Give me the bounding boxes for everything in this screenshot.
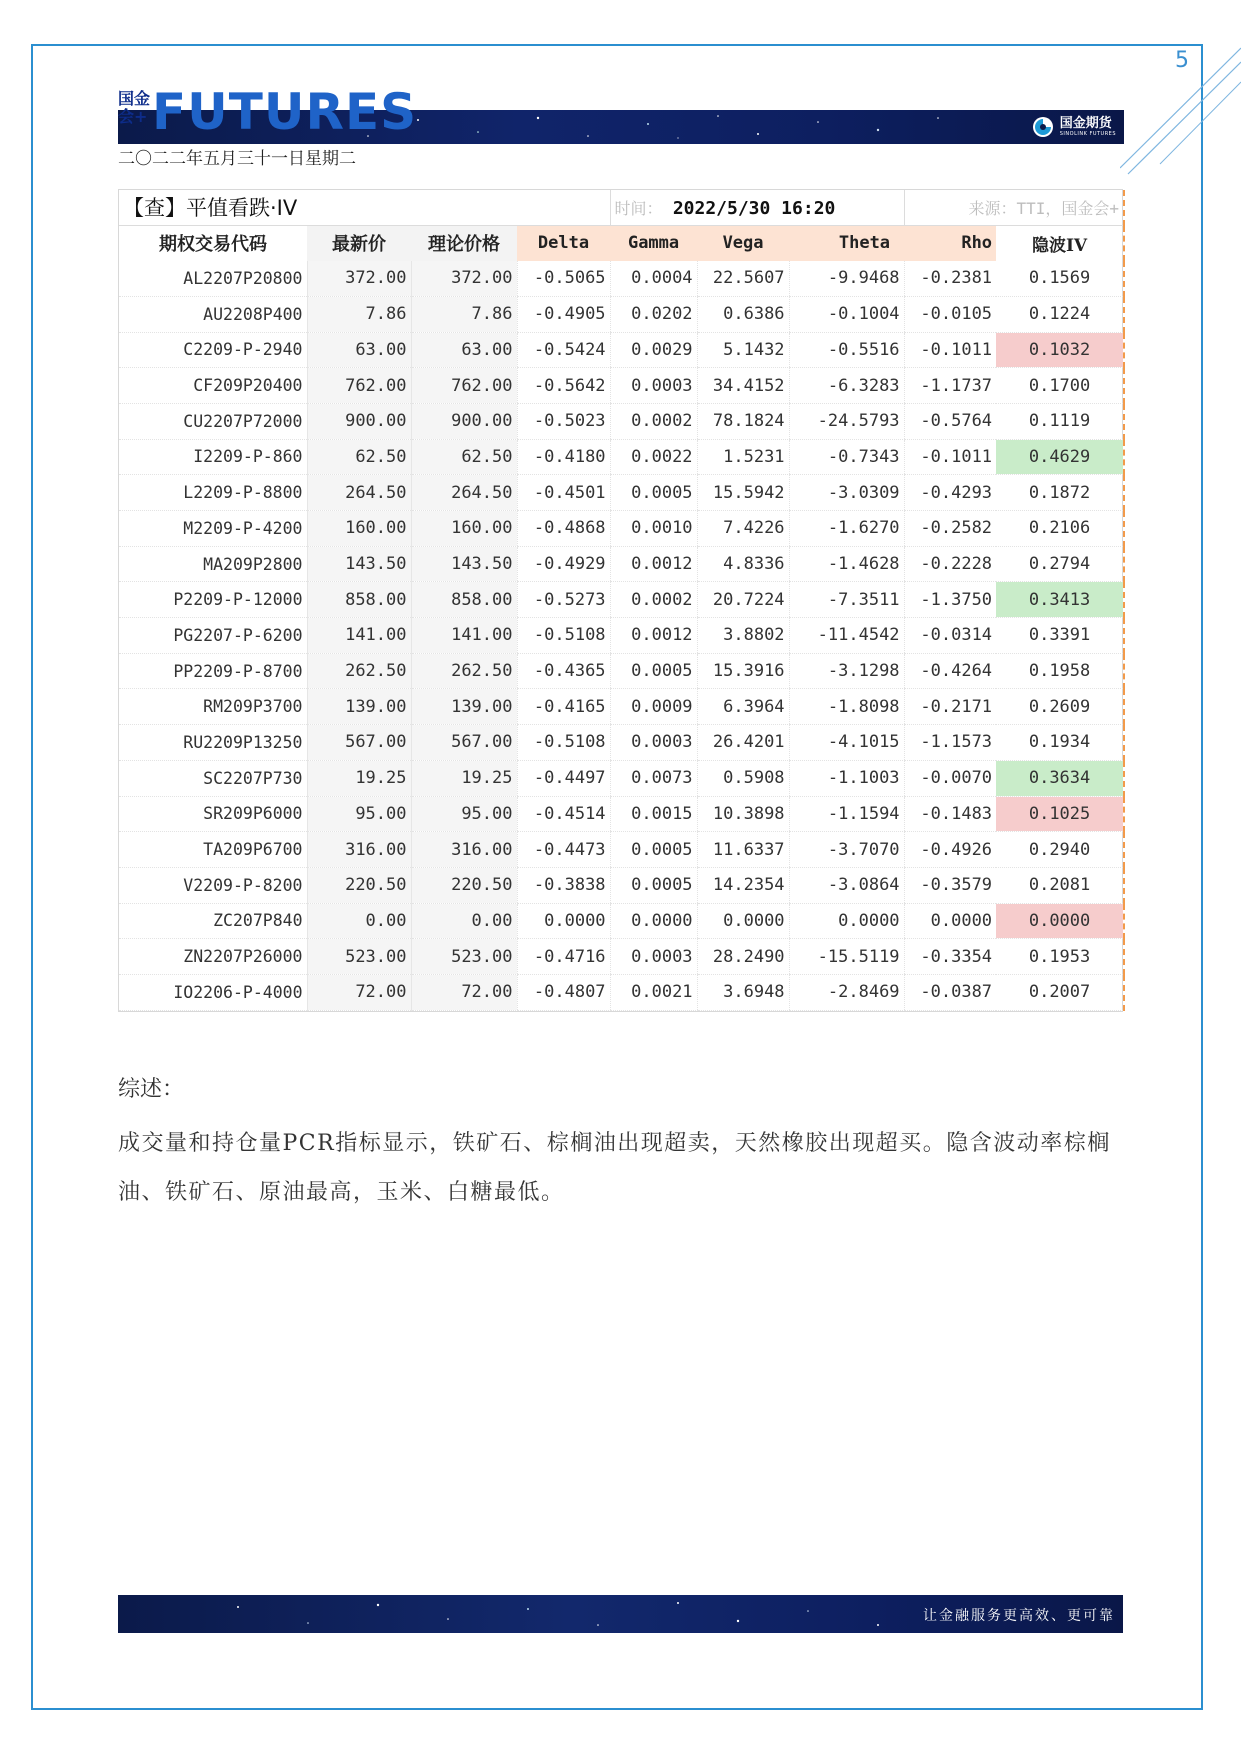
cell-delta: -0.3838 bbox=[517, 867, 610, 903]
cell-theo: 900.00 bbox=[411, 403, 517, 439]
table-row bbox=[119, 939, 1124, 975]
cell-theta: -0.5516 bbox=[789, 332, 904, 368]
cell-code: RU2209P13250 bbox=[119, 725, 307, 761]
cell-delta: -0.4929 bbox=[517, 546, 610, 582]
cell-gamma: 0.0009 bbox=[610, 689, 697, 725]
cell-iv: 0.3634 bbox=[996, 760, 1124, 796]
cell-vega: 10.3898 bbox=[697, 796, 789, 832]
table-row bbox=[119, 511, 1124, 547]
table-row bbox=[119, 475, 1124, 511]
cell-gamma: 0.0003 bbox=[610, 939, 697, 975]
col-header-vega: Vega bbox=[697, 225, 789, 261]
cell-iv: 0.2007 bbox=[996, 974, 1124, 1010]
cell-theo: 762.00 bbox=[411, 368, 517, 404]
summary-body: 成交量和持仓量PCR指标显示，铁矿石、棕榈油出现超卖，天然橡胶出现超买。隐含波动率棕榈油、铁矿石、原油最高，玉米、白糖最低。 bbox=[118, 1131, 1111, 1205]
cell-last: 139.00 bbox=[307, 689, 411, 725]
cell-last: 160.00 bbox=[307, 511, 411, 547]
table-title: 【查】平值看跌·IV bbox=[119, 190, 610, 225]
cell-theo: 523.00 bbox=[411, 939, 517, 975]
cell-last: 72.00 bbox=[307, 974, 411, 1010]
table-row bbox=[119, 974, 1124, 1010]
col-header-iv: 隐波IV bbox=[996, 225, 1124, 261]
cell-last: 264.50 bbox=[307, 475, 411, 511]
cell-rho: -1.3750 bbox=[904, 582, 996, 618]
table-row bbox=[119, 867, 1124, 903]
cell-delta: -0.5108 bbox=[517, 618, 610, 654]
cell-theta: -1.6270 bbox=[789, 511, 904, 547]
table-row bbox=[119, 439, 1124, 475]
table-row bbox=[119, 903, 1124, 939]
cell-last: 262.50 bbox=[307, 653, 411, 689]
cell-iv: 0.0000 bbox=[996, 903, 1124, 939]
cell-theta: -1.1003 bbox=[789, 760, 904, 796]
cell-theta: -4.1015 bbox=[789, 725, 904, 761]
summary-title: 综述： bbox=[118, 1077, 185, 1102]
report-date: 二〇二二年五月三十一日星期二 bbox=[118, 149, 356, 169]
cell-vega: 15.5942 bbox=[697, 475, 789, 511]
cell-rho: -0.4926 bbox=[904, 832, 996, 868]
cell-gamma: 0.0012 bbox=[610, 546, 697, 582]
brand-name-en: SINOLINK FUTURES bbox=[1059, 131, 1116, 137]
cell-rho: -0.1011 bbox=[904, 439, 996, 475]
cell-delta: -0.4501 bbox=[517, 475, 610, 511]
cell-delta: -0.5424 bbox=[517, 332, 610, 368]
cell-delta: -0.4473 bbox=[517, 832, 610, 868]
col-header-code: 期权交易代码 bbox=[159, 234, 267, 256]
cell-last: 95.00 bbox=[307, 796, 411, 832]
cell-gamma: 0.0004 bbox=[610, 261, 697, 297]
cell-rho: -0.2381 bbox=[904, 261, 996, 297]
cell-theta: -1.8098 bbox=[789, 689, 904, 725]
cell-code: SR209P6000 bbox=[119, 796, 307, 832]
iv-table bbox=[119, 190, 1125, 1011]
cell-theo: 567.00 bbox=[411, 725, 517, 761]
cell-theo: 264.50 bbox=[411, 475, 517, 511]
cell-rho: -0.0105 bbox=[904, 296, 996, 332]
cell-last: 762.00 bbox=[307, 368, 411, 404]
cell-gamma: 0.0005 bbox=[610, 867, 697, 903]
cell-code: PG2207-P-6200 bbox=[119, 618, 307, 654]
cell-theo: 139.00 bbox=[411, 689, 517, 725]
cell-gamma: 0.0010 bbox=[610, 511, 697, 547]
cell-vega: 6.3964 bbox=[697, 689, 789, 725]
table-row bbox=[119, 261, 1124, 297]
cell-delta: -0.4180 bbox=[517, 439, 610, 475]
cell-last: 372.00 bbox=[307, 261, 411, 297]
time-value: 2022/5/30 16:20 bbox=[672, 197, 836, 219]
footer-slogan: 让金融服务更高效、更可靠 bbox=[923, 1608, 1115, 1624]
cell-iv: 0.2106 bbox=[996, 511, 1124, 547]
cell-vega: 28.2490 bbox=[697, 939, 789, 975]
cell-theta: -24.5793 bbox=[789, 403, 904, 439]
cell-iv: 0.1224 bbox=[996, 296, 1124, 332]
cell-theta: -2.8469 bbox=[789, 974, 904, 1010]
cell-gamma: 0.0000 bbox=[610, 903, 697, 939]
cell-theo: 143.50 bbox=[411, 546, 517, 582]
cell-code: I2209-P-860 bbox=[119, 439, 307, 475]
cell-code: M2209-P-4200 bbox=[119, 511, 307, 547]
cell-rho: -0.4293 bbox=[904, 475, 996, 511]
cell-rho: -0.2582 bbox=[904, 511, 996, 547]
cell-theta: -1.4628 bbox=[789, 546, 904, 582]
col-header-gamma: Gamma bbox=[610, 225, 697, 261]
table-row bbox=[119, 368, 1124, 404]
cell-gamma: 0.0003 bbox=[610, 368, 697, 404]
table-row bbox=[119, 582, 1124, 618]
cell-theo: 858.00 bbox=[411, 582, 517, 618]
page-number: 5 bbox=[1175, 48, 1189, 73]
cell-theta: -15.5119 bbox=[789, 939, 904, 975]
cell-delta: -0.4868 bbox=[517, 511, 610, 547]
cell-rho: -0.4264 bbox=[904, 653, 996, 689]
cell-delta: -0.4716 bbox=[517, 939, 610, 975]
cell-theo: 63.00 bbox=[411, 332, 517, 368]
cell-delta: -0.5108 bbox=[517, 725, 610, 761]
cell-iv: 0.1119 bbox=[996, 403, 1124, 439]
cell-gamma: 0.0029 bbox=[610, 332, 697, 368]
cell-code: AL2207P20800 bbox=[119, 261, 307, 297]
cell-iv: 0.1569 bbox=[996, 261, 1124, 297]
cell-theta: -3.0309 bbox=[789, 475, 904, 511]
cell-vega: 3.6948 bbox=[697, 974, 789, 1010]
cell-gamma: 0.0003 bbox=[610, 725, 697, 761]
cell-theta: -11.4542 bbox=[789, 618, 904, 654]
cell-gamma: 0.0073 bbox=[610, 760, 697, 796]
time-label: 时间： bbox=[614, 198, 663, 218]
logo-guojinhui: 国金会+ bbox=[118, 89, 151, 126]
table-body bbox=[119, 261, 1124, 1010]
cell-rho: 0.0000 bbox=[904, 903, 996, 939]
table-row bbox=[119, 546, 1124, 582]
cell-delta: -0.4807 bbox=[517, 974, 610, 1010]
table-row bbox=[119, 796, 1124, 832]
cell-vega: 7.4226 bbox=[697, 511, 789, 547]
cell-theo: 19.25 bbox=[411, 760, 517, 796]
cell-iv: 0.2794 bbox=[996, 546, 1124, 582]
cell-iv: 0.3391 bbox=[996, 618, 1124, 654]
cell-last: 62.50 bbox=[307, 439, 411, 475]
cell-theo: 0.00 bbox=[411, 903, 517, 939]
cell-gamma: 0.0022 bbox=[610, 439, 697, 475]
cell-theo: 7.86 bbox=[411, 296, 517, 332]
cell-theta: -3.0864 bbox=[789, 867, 904, 903]
cell-code: ZN2207P26000 bbox=[119, 939, 307, 975]
cell-theo: 316.00 bbox=[411, 832, 517, 868]
cell-delta: 0.0000 bbox=[517, 903, 610, 939]
cell-rho: -1.1737 bbox=[904, 368, 996, 404]
cell-theta: -9.9468 bbox=[789, 261, 904, 297]
cell-delta: -0.4497 bbox=[517, 760, 610, 796]
cell-code: IO2206-P-4000 bbox=[119, 974, 307, 1010]
cell-code: L2209-P-8800 bbox=[119, 475, 307, 511]
cell-iv: 0.1953 bbox=[996, 939, 1124, 975]
cell-code: MA209P2800 bbox=[119, 546, 307, 582]
table-row bbox=[119, 296, 1124, 332]
cell-iv: 0.1700 bbox=[996, 368, 1124, 404]
table-source: 来源：TTI，国金会+ bbox=[904, 190, 1124, 225]
cell-delta: -0.4905 bbox=[517, 296, 610, 332]
cell-theo: 72.00 bbox=[411, 974, 517, 1010]
cell-rho: -1.1573 bbox=[904, 725, 996, 761]
cell-theta: -1.1594 bbox=[789, 796, 904, 832]
cell-rho: -0.5764 bbox=[904, 403, 996, 439]
cell-vega: 34.4152 bbox=[697, 368, 789, 404]
cell-iv: 0.1958 bbox=[996, 653, 1124, 689]
cell-gamma: 0.0021 bbox=[610, 974, 697, 1010]
col-header-last: 最新价 bbox=[307, 225, 411, 261]
table-row bbox=[119, 618, 1124, 654]
cell-theta: -0.7343 bbox=[789, 439, 904, 475]
cell-last: 900.00 bbox=[307, 403, 411, 439]
cell-theta: -6.3283 bbox=[789, 368, 904, 404]
table-row bbox=[119, 332, 1124, 368]
cell-vega: 5.1432 bbox=[697, 332, 789, 368]
cell-iv: 0.3413 bbox=[996, 582, 1124, 618]
cell-iv: 0.2081 bbox=[996, 867, 1124, 903]
cell-theta: -0.1004 bbox=[789, 296, 904, 332]
cell-code: AU2208P400 bbox=[119, 296, 307, 332]
table-title-row bbox=[119, 190, 1124, 225]
logo-futures: FUTURES bbox=[152, 83, 418, 141]
table-row bbox=[119, 832, 1124, 868]
table-time bbox=[610, 190, 904, 225]
cell-rho: -0.3579 bbox=[904, 867, 996, 903]
cell-code: ZC207P840 bbox=[119, 903, 307, 939]
col-header-delta: Delta bbox=[517, 225, 610, 261]
cell-code: CU2207P72000 bbox=[119, 403, 307, 439]
col-header-theo: 理论价格 bbox=[411, 225, 517, 261]
cell-iv: 0.1025 bbox=[996, 796, 1124, 832]
cell-last: 220.50 bbox=[307, 867, 411, 903]
cell-theo: 141.00 bbox=[411, 618, 517, 654]
cell-rho: -0.2228 bbox=[904, 546, 996, 582]
cell-code: SC2207P730 bbox=[119, 760, 307, 796]
cell-last: 143.50 bbox=[307, 546, 411, 582]
cell-iv: 0.1032 bbox=[996, 332, 1124, 368]
table-row bbox=[119, 403, 1124, 439]
cell-theta: -3.1298 bbox=[789, 653, 904, 689]
cell-last: 7.86 bbox=[307, 296, 411, 332]
cell-last: 63.00 bbox=[307, 332, 411, 368]
cell-delta: -0.4365 bbox=[517, 653, 610, 689]
cell-last: 19.25 bbox=[307, 760, 411, 796]
cell-theo: 62.50 bbox=[411, 439, 517, 475]
cell-theo: 372.00 bbox=[411, 261, 517, 297]
iv-table-panel bbox=[118, 189, 1123, 1012]
cell-theo: 160.00 bbox=[411, 511, 517, 547]
cell-vega: 11.6337 bbox=[697, 832, 789, 868]
cell-gamma: 0.0015 bbox=[610, 796, 697, 832]
cell-theo: 95.00 bbox=[411, 796, 517, 832]
cell-code: RM209P3700 bbox=[119, 689, 307, 725]
cell-delta: -0.4514 bbox=[517, 796, 610, 832]
cell-iv: 0.2940 bbox=[996, 832, 1124, 868]
cell-delta: -0.5065 bbox=[517, 261, 610, 297]
cell-code: PP2209-P-8700 bbox=[119, 653, 307, 689]
table-row bbox=[119, 653, 1124, 689]
cell-iv: 0.4629 bbox=[996, 439, 1124, 475]
brand-name-cn: 国金期货 bbox=[1059, 116, 1112, 131]
cell-vega: 3.8802 bbox=[697, 618, 789, 654]
cell-gamma: 0.0005 bbox=[610, 653, 697, 689]
footer-banner bbox=[118, 1595, 1123, 1633]
col-header-rho: Rho bbox=[904, 225, 996, 261]
cell-code: V2209-P-8200 bbox=[119, 867, 307, 903]
cell-rho: -0.0070 bbox=[904, 760, 996, 796]
cell-iv: 0.1872 bbox=[996, 475, 1124, 511]
cell-code: TA209P6700 bbox=[119, 832, 307, 868]
table-row bbox=[119, 689, 1124, 725]
cell-last: 141.00 bbox=[307, 618, 411, 654]
cell-gamma: 0.0005 bbox=[610, 475, 697, 511]
cell-vega: 1.5231 bbox=[697, 439, 789, 475]
cell-gamma: 0.0002 bbox=[610, 403, 697, 439]
cell-rho: -0.3354 bbox=[904, 939, 996, 975]
cell-rho: -0.1011 bbox=[904, 332, 996, 368]
cell-delta: -0.5023 bbox=[517, 403, 610, 439]
cell-rho: -0.1483 bbox=[904, 796, 996, 832]
cell-gamma: 0.0005 bbox=[610, 832, 697, 868]
cell-rho: -0.0387 bbox=[904, 974, 996, 1010]
cell-vega: 78.1824 bbox=[697, 403, 789, 439]
table-row bbox=[119, 725, 1124, 761]
cell-last: 523.00 bbox=[307, 939, 411, 975]
cell-last: 567.00 bbox=[307, 725, 411, 761]
cell-rho: -0.0314 bbox=[904, 618, 996, 654]
cell-code: C2209-P-2940 bbox=[119, 332, 307, 368]
table-header-row bbox=[119, 225, 1124, 261]
cell-theo: 262.50 bbox=[411, 653, 517, 689]
cell-delta: -0.5642 bbox=[517, 368, 610, 404]
table-row bbox=[119, 760, 1124, 796]
cell-last: 858.00 bbox=[307, 582, 411, 618]
cell-code: P2209-P-12000 bbox=[119, 582, 307, 618]
cell-gamma: 0.0012 bbox=[610, 618, 697, 654]
cell-code: CF209P20400 bbox=[119, 368, 307, 404]
cell-vega: 0.0000 bbox=[697, 903, 789, 939]
cell-last: 316.00 bbox=[307, 832, 411, 868]
cell-iv: 0.2609 bbox=[996, 689, 1124, 725]
cell-vega: 22.5607 bbox=[697, 261, 789, 297]
cell-gamma: 0.0202 bbox=[610, 296, 697, 332]
cell-delta: -0.5273 bbox=[517, 582, 610, 618]
cell-theta: -3.7070 bbox=[789, 832, 904, 868]
cell-vega: 15.3916 bbox=[697, 653, 789, 689]
cell-delta: -0.4165 bbox=[517, 689, 610, 725]
sinolink-logo-icon bbox=[1032, 116, 1054, 138]
cell-vega: 20.7224 bbox=[697, 582, 789, 618]
summary-section bbox=[118, 1075, 1128, 1217]
cell-theo: 220.50 bbox=[411, 867, 517, 903]
cell-vega: 0.5908 bbox=[697, 760, 789, 796]
cell-vega: 0.6386 bbox=[697, 296, 789, 332]
cell-vega: 4.8336 bbox=[697, 546, 789, 582]
cell-iv: 0.1934 bbox=[996, 725, 1124, 761]
cell-theta: 0.0000 bbox=[789, 903, 904, 939]
cell-theta: -7.3511 bbox=[789, 582, 904, 618]
cell-vega: 26.4201 bbox=[697, 725, 789, 761]
cell-gamma: 0.0002 bbox=[610, 582, 697, 618]
brand-logo bbox=[1032, 114, 1116, 140]
cell-vega: 14.2354 bbox=[697, 867, 789, 903]
cell-last: 0.00 bbox=[307, 903, 411, 939]
cell-rho: -0.2171 bbox=[904, 689, 996, 725]
col-header-theta: Theta bbox=[789, 225, 904, 261]
